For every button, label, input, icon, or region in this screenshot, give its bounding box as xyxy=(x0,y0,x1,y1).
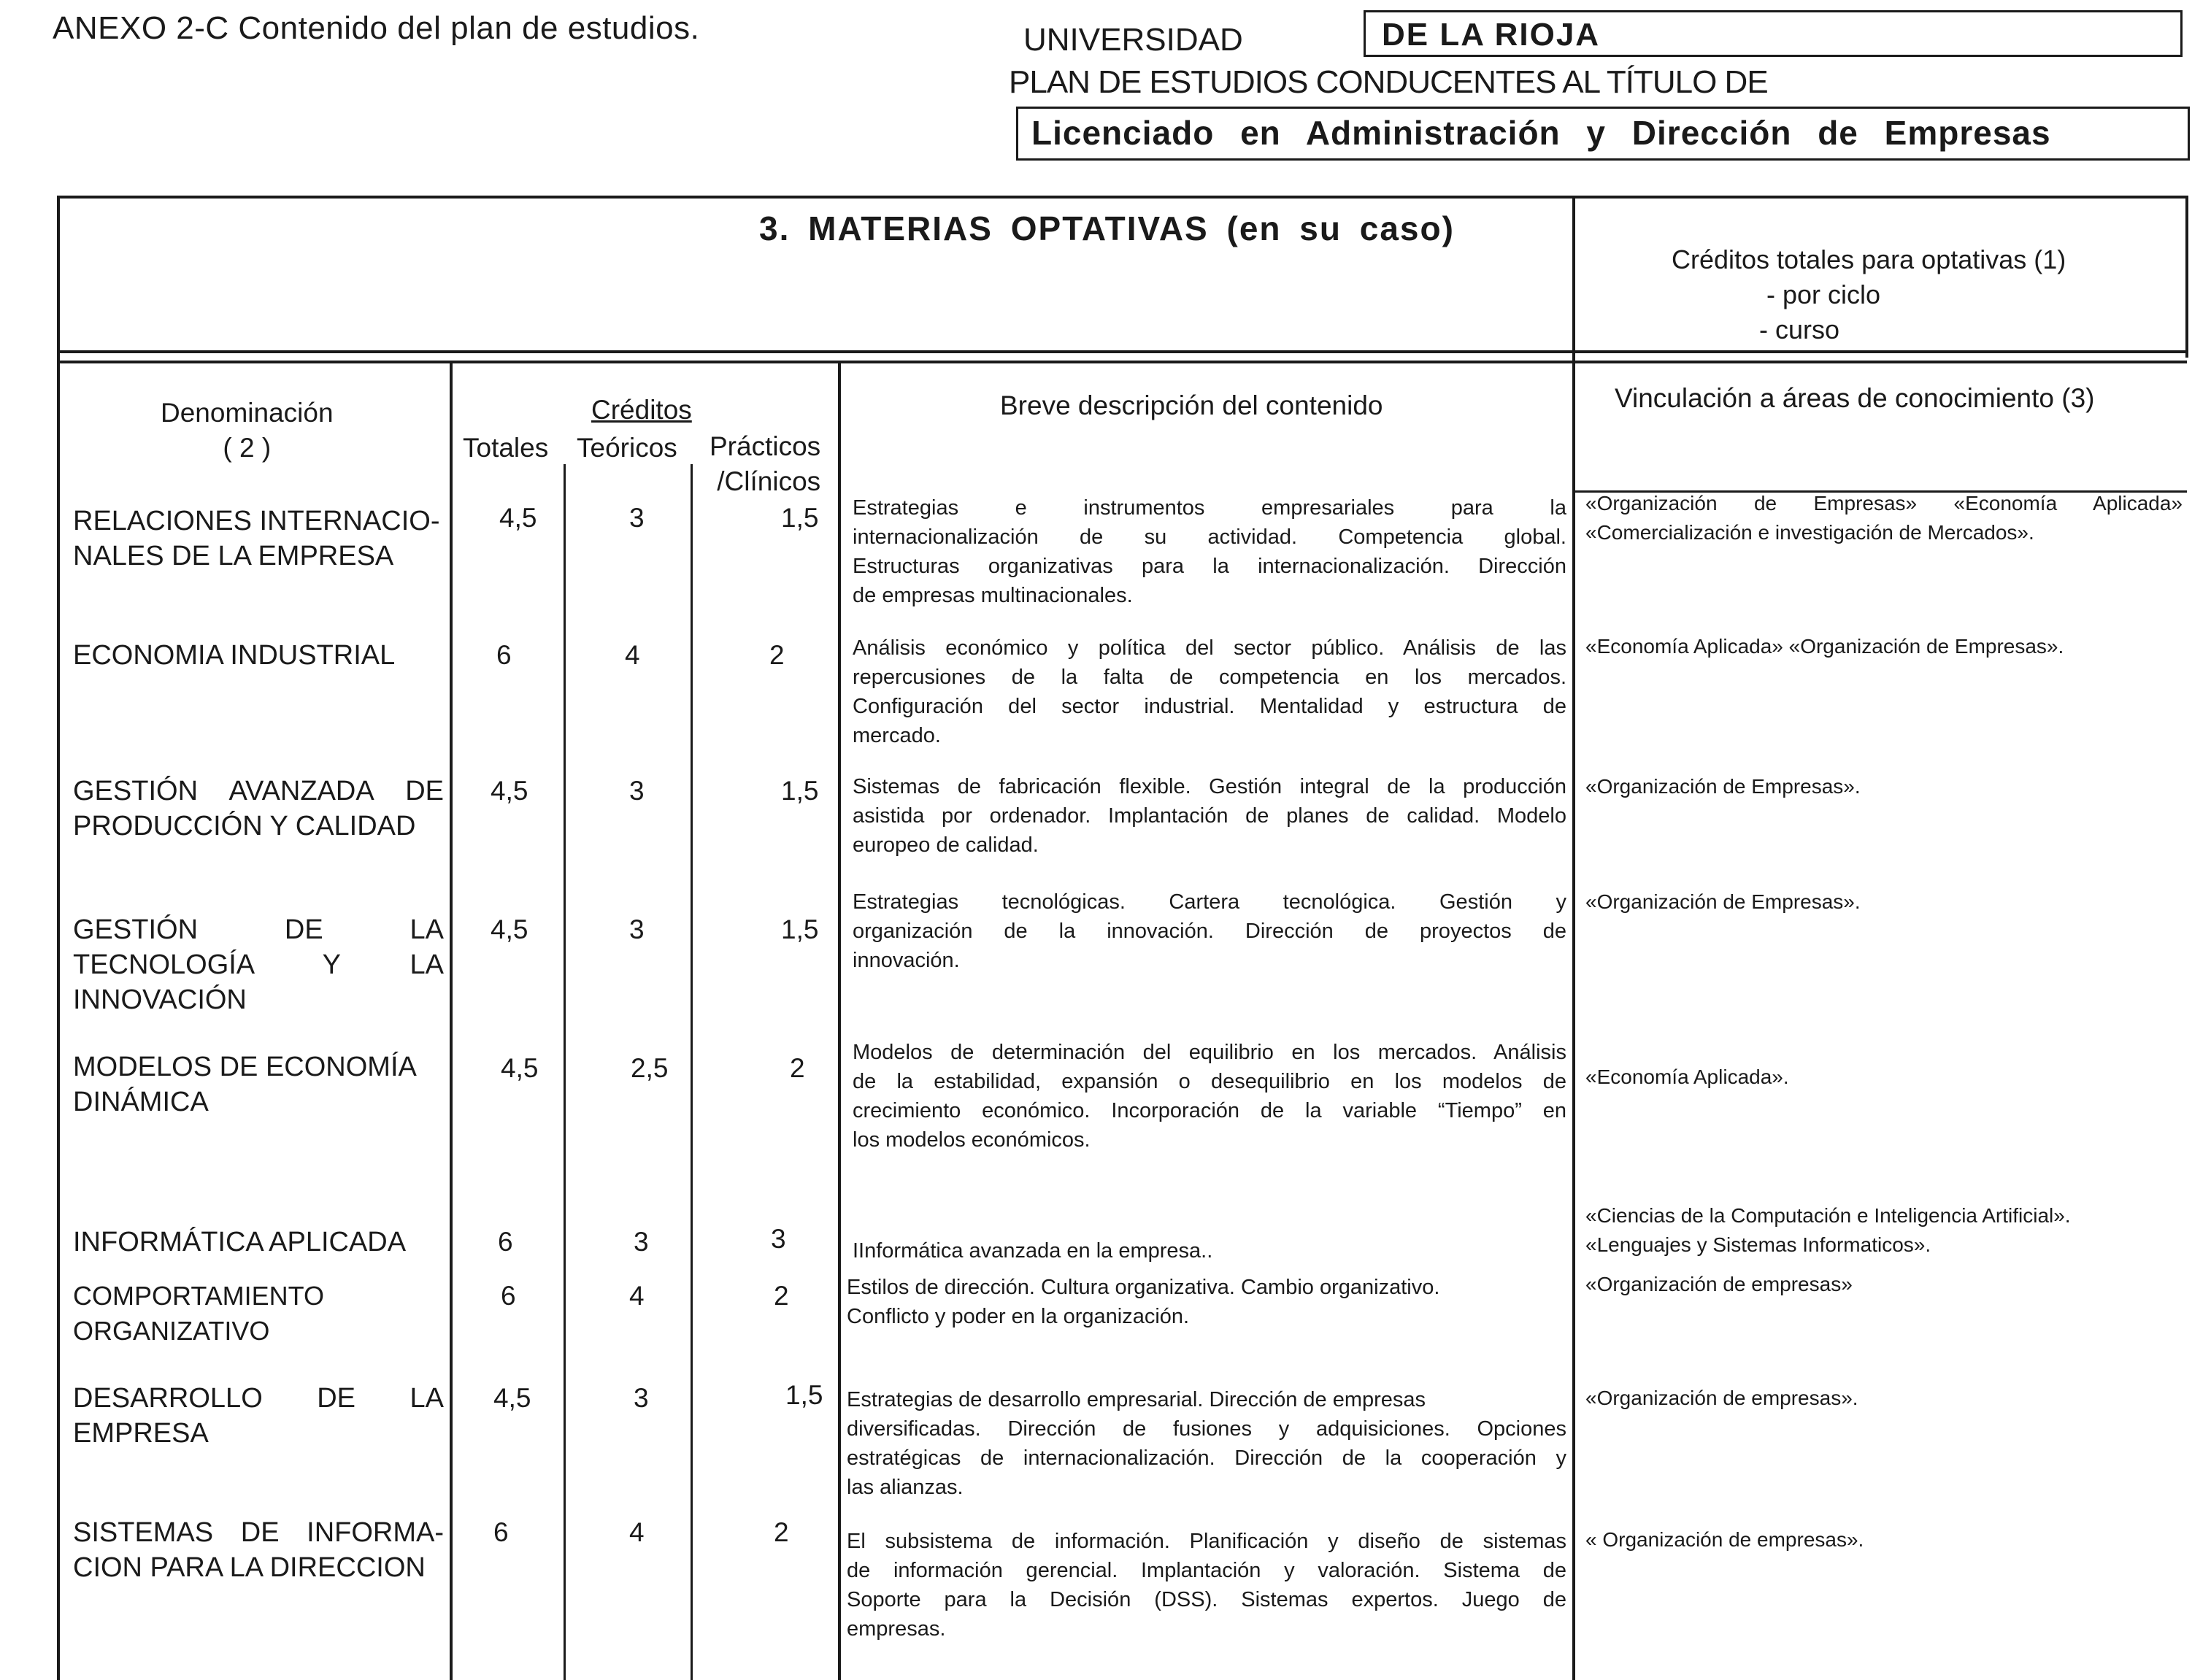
row-4-descripcion: Estrategias tecnológicas. Cartera tecnológica. Gestión y organización de la innovación. Dirección de proyectos de innovación. xyxy=(853,890,1566,972)
row-8-denominacion: DESARROLLO DE LA EMPRESA xyxy=(73,1383,444,1449)
row-9-teoricos: 4 xyxy=(629,1517,645,1547)
row-2-practicos: 2 xyxy=(769,640,785,670)
row-2-vinculacion: «Economía Aplicada» «Organización de Empresas». xyxy=(1585,635,2064,658)
row-7-denominacion: COMPORTAMIENTO ORGANIZATIVO xyxy=(73,1281,325,1346)
row-3-vinculacion: «Organización de Empresas». xyxy=(1585,775,1861,798)
creditos-totales-block xyxy=(1672,242,2066,347)
row-6-teoricos: 3 xyxy=(634,1227,649,1257)
row-1-descripcion: Estrategias e instrumentos empresariales para la internacionalización de su actividad. Competencia global. Estructuras organizativas para la internacionalización. Dirección de empresas multinacionales. xyxy=(853,496,1566,607)
row-9-denominacion: SISTEMAS DE INFORMA- CION PARA LA DIRECCION xyxy=(73,1517,444,1583)
row-8-descripcion: Estrategias de desarrollo empresarial. Dirección de empresas diversificadas. Dirección de fusiones y adquisiciones. Opciones estratégicas de internacionalización. Dirección de la cooperación y las alianzas. xyxy=(847,1388,1566,1499)
row-1-denominacion: RELACIONES INTERNACIO- NALES DE LA EMPRESA xyxy=(73,506,440,571)
row-8-teoricos: 3 xyxy=(634,1383,649,1413)
row-3-practicos: 1,5 xyxy=(781,776,819,806)
row-7-totales: 6 xyxy=(501,1281,516,1311)
row-4-teoricos: 3 xyxy=(629,914,645,944)
row-8-totales: 4,5 xyxy=(493,1383,531,1413)
row-6-vinculacion: «Ciencias de la Computación e Inteligencia Artificial». «Lenguajes y Sistemas Informaticos». xyxy=(1585,1204,2071,1256)
row-1-totales: 4,5 xyxy=(499,503,537,533)
universidad-label: UNIVERSIDAD xyxy=(1023,22,1243,58)
col-divider-teoricos xyxy=(691,464,693,1680)
row-7-practicos: 2 xyxy=(774,1281,789,1311)
row-4-vinculacion: «Organización de Empresas». xyxy=(1585,890,1861,913)
row-2-descripcion: Análisis económico y política del sector público. Análisis de las repercusiones de la falta de competencia en los mercados. Configuración del sector industrial. Mentalidad y estructura de mercado. xyxy=(853,636,1566,747)
row-6-denominacion: INFORMÁTICA APLICADA xyxy=(73,1227,407,1257)
row-5-totales: 4,5 xyxy=(501,1053,539,1083)
row-5-denominacion: MODELOS DE ECONOMÍA DINÁMICA xyxy=(73,1052,417,1117)
row-8-practicos: 1,5 xyxy=(785,1380,823,1410)
row-5-descripcion: Modelos de determinación del equilibrio en los mercados. Análisis de la estabilidad, expansión o desequilibrio en los modelos de crecimiento económico. Incorporación de la variable “Tiempo” en los modelos económicos. xyxy=(853,1041,1566,1152)
row-5-teoricos: 2,5 xyxy=(631,1053,669,1083)
row-9-practicos: 2 xyxy=(774,1517,789,1547)
row-7-vinculacion: «Organización de empresas» xyxy=(1585,1273,1853,1295)
row-6-practicos: 3 xyxy=(771,1224,786,1254)
col-header-denominacion: Denominación ( 2 ) xyxy=(161,398,334,463)
row-3-teoricos: 3 xyxy=(629,776,645,806)
row-3-totales: 4,5 xyxy=(491,776,528,806)
anexo-heading: ANEXO 2-C Contenido del plan de estudios. xyxy=(53,10,700,46)
col-header-practicos: Prácticos /Clínicos xyxy=(710,431,821,496)
row-5-vinculacion: «Economía Aplicada». xyxy=(1585,1066,1789,1088)
table-right-border xyxy=(2185,196,2188,358)
col-header-vinculacion: Vinculación a áreas de conocimiento (3) xyxy=(1615,383,2095,413)
row-3-descripcion: Sistemas de fabricación flexible. Gestión integral de la producción asistida por ordenador. Implantación de planes de calidad. Modelo europeo de calidad. xyxy=(853,775,1566,857)
creditos-totales-line: Créditos totales para optativas (1) xyxy=(1672,244,2066,274)
header-row-divider-2 xyxy=(57,361,2187,363)
title-divider xyxy=(1572,196,1575,1680)
titulo-name: Licenciado en Administración y Dirección de Empresas xyxy=(1031,114,2051,152)
table-top-border xyxy=(57,196,2187,199)
row-2-totales: 6 xyxy=(496,640,512,670)
row-5-practicos: 2 xyxy=(790,1053,805,1083)
plan-label: PLAN DE ESTUDIOS CONDUCENTES AL TÍTULO DE xyxy=(1009,64,1768,100)
row-6-descripcion: IInformática avanzada en la empresa.. xyxy=(853,1239,1213,1263)
row-6-totales: 6 xyxy=(498,1227,513,1257)
row-1-vinculacion: «Organización de Empresas» «Economía Aplicada» «Comercialización e investigación de Mercados». xyxy=(1585,492,2183,544)
titulo-box xyxy=(1016,107,2190,161)
col-header-descripcion: Breve descripción del contenido xyxy=(1000,390,1383,420)
row-8-vinculacion: «Organización de empresas». xyxy=(1585,1387,1858,1409)
row-1-practicos: 1,5 xyxy=(781,503,819,533)
row-9-vinculacion: « Organización de empresas». xyxy=(1585,1528,1864,1551)
header-row-divider xyxy=(57,350,2187,353)
col-divider-denominacion xyxy=(450,361,453,1680)
col-divider-totales xyxy=(564,464,566,1680)
col-divider-creditos xyxy=(838,361,841,1680)
col-header-creditos: Créditos xyxy=(591,395,692,425)
curso-line: - curso xyxy=(1759,315,1840,344)
row-2-denominacion: ECONOMIA INDUSTRIAL xyxy=(73,640,396,671)
row-2-teoricos: 4 xyxy=(625,640,640,670)
row-4-totales: 4,5 xyxy=(491,914,528,944)
table-title: 3. MATERIAS OPTATIVAS (en su caso) xyxy=(759,209,1455,247)
universidad-name: DE LA RIOJA xyxy=(1382,17,1601,53)
row-4-practicos: 1,5 xyxy=(781,914,819,944)
row-3-denominacion: GESTIÓN AVANZADA DE PRODUCCIÓN Y CALIDAD xyxy=(73,776,444,841)
col-header-totales: Totales xyxy=(463,433,549,463)
row-9-totales: 6 xyxy=(493,1517,509,1547)
row-7-descripcion: Estilos de dirección. Cultura organizativa. Cambio organizativo. Conflicto y poder en la organización. xyxy=(847,1276,1440,1328)
col-header-teoricos: Teóricos xyxy=(577,433,677,463)
row-1-teoricos: 3 xyxy=(629,503,645,533)
row-9-descripcion: El subsistema de información. Planificación y diseño de sistemas de información gerencial. Implantación y valoración. Sistema de Soporte para la Decisión (DSS). Sistemas expertos. Juego de empresas. xyxy=(847,1530,1566,1641)
row-4-denominacion: GESTIÓN DE LA TECNOLOGÍA Y LA INNOVACIÓN xyxy=(73,914,444,1015)
row-7-teoricos: 4 xyxy=(629,1281,645,1311)
por-ciclo-line: - por ciclo xyxy=(1766,280,1881,309)
table-left-border xyxy=(57,196,60,1680)
universidad-box xyxy=(1364,10,2183,57)
